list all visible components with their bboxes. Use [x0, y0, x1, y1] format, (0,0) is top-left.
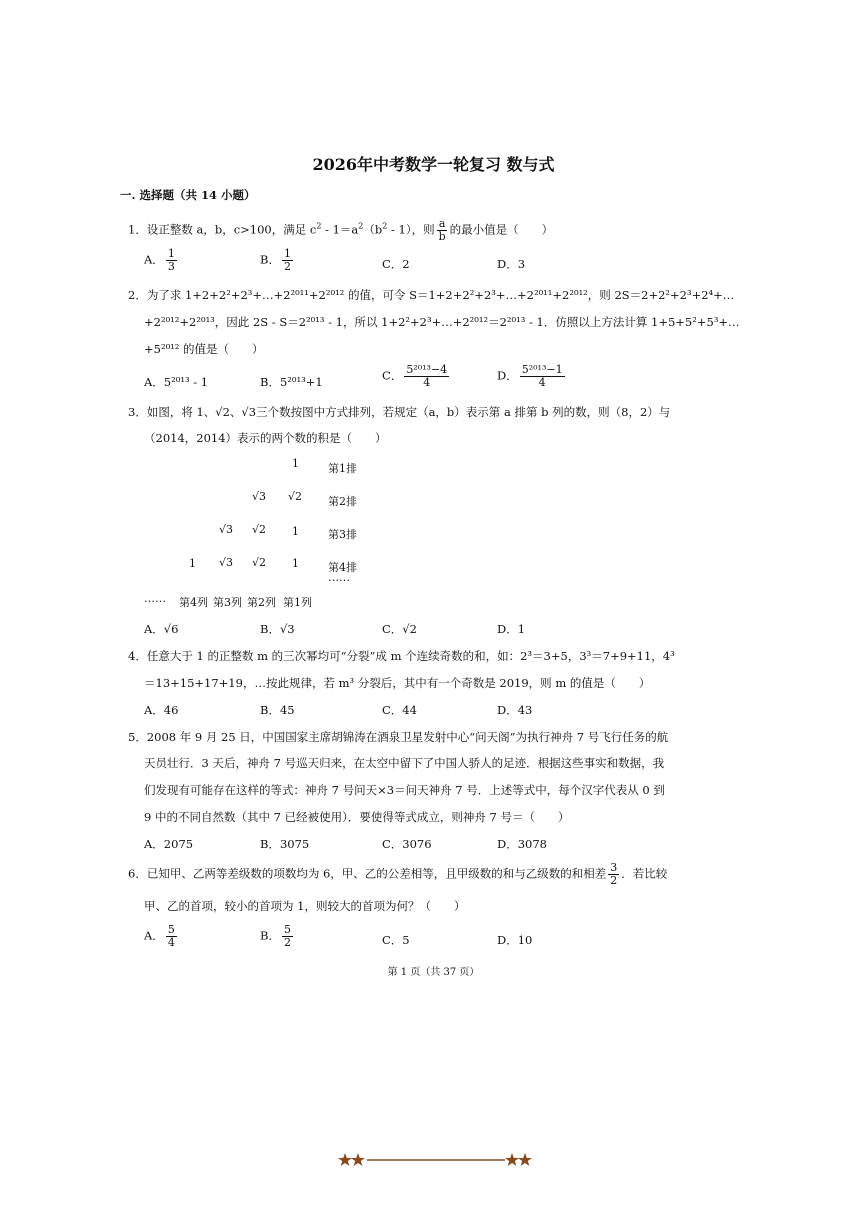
q1-option-c: C．2	[382, 257, 410, 271]
cell-3-1: 1	[292, 525, 299, 538]
q5-line-1: 5．2008 年 9 月 25 日，中国国家主席胡锦涛在酒泉卫星发射中心“问天阁”为执行神舟 7 号飞行任务的航	[128, 730, 669, 744]
q4-line-2: ＝13+15+17+19，…按此规律，若 m³ 分裂后，其中有一个奇数是 2019，则 m 的值是（ ）	[144, 676, 651, 690]
q4-option-a: A．46	[144, 703, 179, 717]
q4-line-1: 4．任意大于 1 的正整数 m 的三次幂均可“分裂”成 m 个连续奇数的和，如：2³＝3+5，3³＝7+9+11，4³	[128, 649, 675, 663]
q1-sup: 2	[382, 221, 388, 231]
q1-sup: 2	[358, 221, 364, 231]
q1-text: 1．设正整数 a，b，c>100，满足 c	[128, 222, 317, 237]
q1-text: 的最小值是（ ）	[449, 222, 554, 237]
q2-option-c: C． $\frac{\text{5²⁰¹³−4}}{4}$	[382, 363, 448, 389]
q6-fraction: $\frac{3}{2}$	[610, 861, 618, 887]
q5-line-3: 们发现有可能存在这样的等式：神舟 7 号问天×3＝问天神舟 7 号．上述等式中，每个汉字代表从 0 到	[144, 783, 665, 797]
q3-option-c: C．√2	[382, 622, 417, 636]
q5-option-c: C．3076	[382, 837, 432, 851]
q1-option-a: A． $\frac{1}{3}$	[144, 247, 175, 273]
q6-line-1: 6．已知甲、乙两等差级数的项数均为 6，甲、乙的公差相等，且甲级数的和与乙级数的和相差 $\frac{3}{2}$ ．若比较	[128, 861, 668, 887]
q1-fraction: $\frac{a}{b}$	[438, 217, 446, 243]
q2-line-3: +5²⁰¹² 的值是（ ）	[144, 342, 264, 356]
cell-4-3: √3	[219, 556, 234, 569]
section-heading: 一. 选择题（共 14 小题）	[120, 188, 256, 202]
cell-2-1: √2	[288, 490, 303, 503]
q5-line-2: 天员壮行．3 天后，神舟 7 号巡天归来，在太空中留下了中国人骄人的足迹．根据这些事实和数据，我	[144, 756, 665, 770]
cell-4-4: 1	[189, 557, 196, 570]
decorative-divider	[337, 1150, 532, 1170]
q2-option-d: D． $\frac{\text{5²⁰¹³−1}}{4}$	[497, 363, 563, 389]
col-label: 第2列	[247, 596, 276, 609]
q3-option-d: D．1	[497, 622, 526, 636]
q4-option-b: B．45	[260, 703, 295, 717]
q1-sup: 2	[316, 221, 322, 231]
q6-option-c: C．5	[382, 933, 410, 947]
row-ellipsis: ……	[328, 571, 350, 584]
q2-line-1: 2．为了求 1+2+2²+2³+…+2²⁰¹¹+2²⁰¹² 的值，可令 S＝1+2+2²+2³+…+2²⁰¹¹+2²⁰¹²，则 2S＝2+2²+2³+2⁴+…	[128, 288, 735, 302]
cell-3-2: √2	[252, 523, 267, 536]
q5-line-4: 9 中的不同自然数（其中 7 已经被使用）．要使得等式成立，则神舟 7 号＝（ ）	[144, 810, 570, 824]
question-1	[128, 218, 553, 243]
q1-option-b: B． $\frac{1}{2}$	[260, 247, 291, 273]
q5-option-b: B．3075	[260, 837, 310, 851]
q2-option-b: B．5²⁰¹³+1	[260, 375, 323, 389]
q4-option-c: C．44	[382, 703, 417, 717]
q6-line-2: 甲、乙的首项，较小的首项为 1，则较大的首项为何？（ ）	[144, 899, 466, 913]
cell-1-1: 1	[292, 457, 299, 470]
q5-option-d: D．3078	[497, 837, 547, 851]
q4-option-d: D．43	[497, 703, 533, 717]
q3-line-1: 3．如图，将 1、√2、√3三个数按图中方式排列，若规定（a，b）表示第 a 排第 b 列的数，则（8，2）与	[128, 405, 671, 419]
cell-2-2: √3	[252, 490, 267, 503]
page-footer: 第 1 页（共 37 页）	[387, 967, 480, 978]
col-label: 第4列	[179, 596, 208, 609]
cell-3-3: √3	[219, 523, 234, 536]
q6-option-d: D．10	[497, 933, 533, 947]
q2-option-a: A．5²⁰¹³ - 1	[144, 375, 209, 389]
row-label: 第3排	[328, 528, 357, 541]
cell-4-1: 1	[292, 557, 299, 570]
q3-line-2: （2014，2014）表示的两个数的积是（ ）	[144, 431, 387, 445]
q2-line-2: +2²⁰¹²+2²⁰¹³，因此 2S - S＝2²⁰¹³ - 1，所以 1+2²+2³+…+2²⁰¹²＝2²⁰¹³ - 1．仿照以上方法计算 1+5+5²+5³+…	[144, 315, 740, 329]
q1-option-d: D．3	[497, 257, 526, 271]
q6-option-a: A． $\frac{5}{4}$	[144, 923, 175, 949]
q3-option-b: B．√3	[260, 622, 295, 636]
q3-option-a: A．√6	[144, 622, 179, 636]
col-label: 第3列	[213, 596, 242, 609]
row-label: 第1排	[328, 462, 357, 475]
q6-option-b: B． $\frac{5}{2}$	[260, 923, 291, 949]
q1-text: （b	[363, 222, 383, 237]
q1-text: - 1），则	[387, 222, 435, 237]
row-label: 第4排	[328, 561, 357, 574]
q5-option-a: A．2075	[144, 837, 194, 851]
q1-text: - 1＝a	[321, 222, 359, 237]
cell-4-2: √2	[252, 556, 267, 569]
col-label: 第1列	[283, 596, 312, 609]
row-label: 第2排	[328, 495, 357, 508]
col-ellipsis: ……	[144, 592, 166, 605]
page-title: 2026年中考数学一轮复习 数与式	[312, 155, 555, 174]
